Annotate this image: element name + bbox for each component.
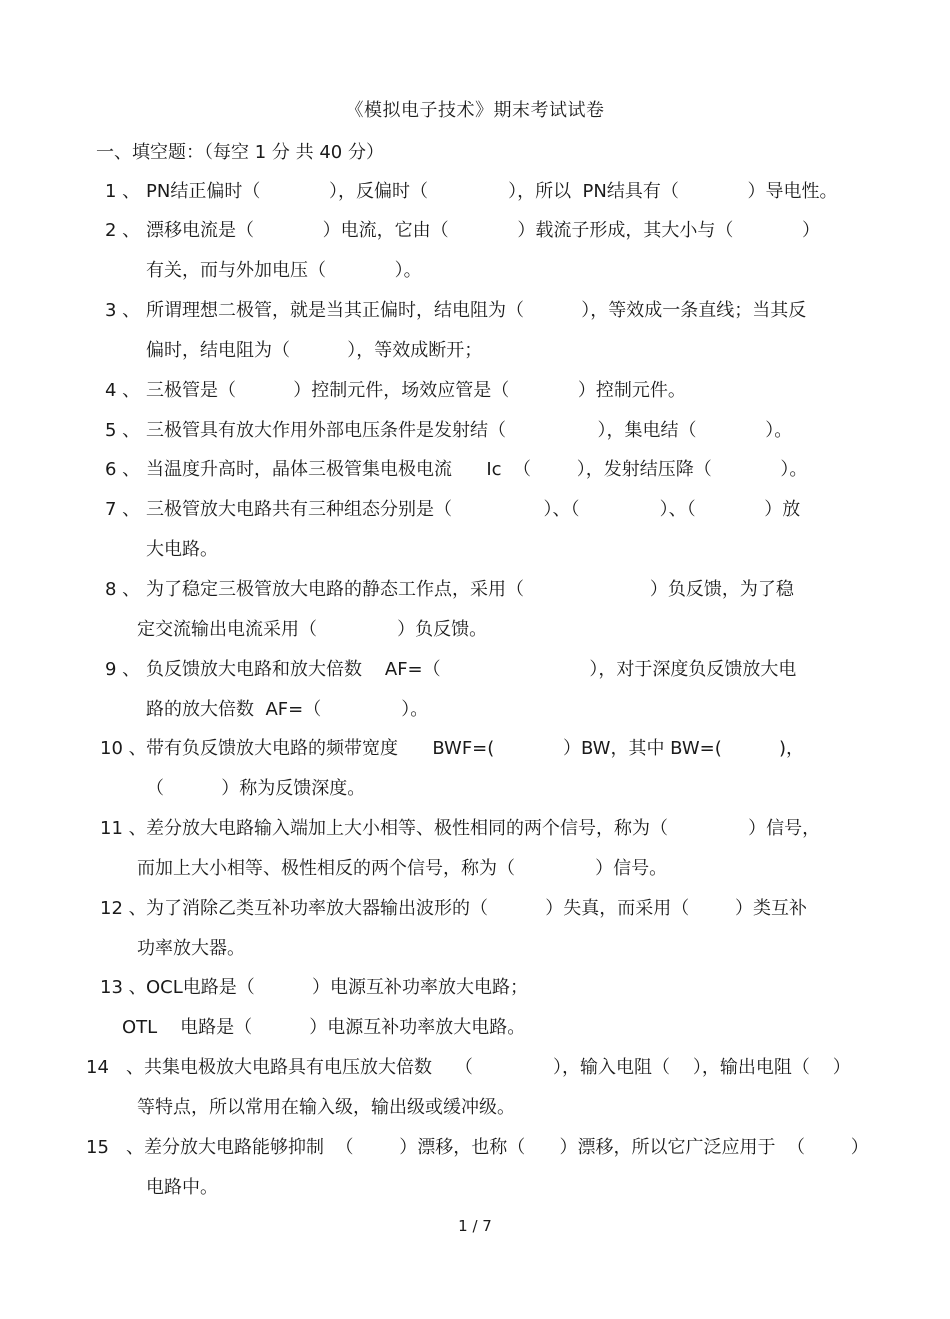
question-number: 9 、 xyxy=(105,659,141,680)
question-number: 12 、 xyxy=(100,898,147,919)
question-number: 13 、 xyxy=(100,977,147,998)
question-line: 等特点，所以常用在输入级，输出级或缓冲级。 xyxy=(137,1097,515,1118)
question-line: PN结正偏时（ ），反偏时（ ），所以 PN结具有（ ）导电性。 xyxy=(146,181,838,202)
exam-title: 《模拟电子技术》期末考试试卷 xyxy=(345,100,605,121)
question-line: 大电路。 xyxy=(146,539,218,560)
question-number: 7 、 xyxy=(105,499,141,520)
question-line: 、差分放大电路能够抑制 （ ）漂移，也称（ ）漂移，所以它广泛应用于 （ ） xyxy=(126,1137,869,1158)
question-line: 三极管是（ ）控制元件，场效应管是（ ）控制元件。 xyxy=(146,380,686,401)
question-line: 负反馈放大电路和放大倍数 AF=（ ），对于深度负反馈放大电 xyxy=(146,659,797,680)
question-line: 所谓理想二极管，就是当其正偏时，结电阻为（ ），等效成一条直线；当其反 xyxy=(146,300,807,321)
question-line: 定交流输出电流采用（ ）负反馈。 xyxy=(137,619,488,640)
question-line: 功率放大器。 xyxy=(137,938,245,959)
question-line: 带有负反馈放大电路的频带宽度 BWF=( ）BW，其中 BW=( )， xyxy=(146,738,805,759)
question-line: 而加上大小相等、极性相反的两个信号，称为（ ）信号。 xyxy=(137,858,668,879)
question-number: 15 xyxy=(86,1137,109,1158)
question-line: OCL电路是（ ）电源互补功率放大电路； xyxy=(146,977,528,998)
question-line: 路的放大倍数 AF=（ ）。 xyxy=(146,699,429,720)
question-line: 差分放大电路输入端加上大小相等、极性相同的两个信号，称为（ ）信号， xyxy=(146,818,821,839)
question-line: 为了稳定三极管放大电路的静态工作点，采用（ ）负反馈，为了稳 xyxy=(146,579,794,600)
question-number: 5 、 xyxy=(105,420,141,441)
question-line: 当温度升高时，晶体三极管集电极电流 Ic （ ），发射结压降（ ）。 xyxy=(146,459,808,480)
question-number: 11 、 xyxy=(100,818,147,839)
question-number: 8 、 xyxy=(105,579,141,600)
question-number: 10 、 xyxy=(100,738,147,759)
question-line: 电路中。 xyxy=(146,1177,218,1198)
question-number: 6 、 xyxy=(105,459,141,480)
question-line: 三极管放大电路共有三种组态分别是（ ）、（ ）、（ ）放 xyxy=(146,499,801,520)
question-number: 2 、 xyxy=(105,220,141,241)
question-line: 漂移电流是（ ）电流，它由（ ）载流子形成，其大小与（ ） xyxy=(146,220,820,241)
question-number: 4 、 xyxy=(105,380,141,401)
question-line: 有关，而与外加电压（ ）。 xyxy=(146,260,422,281)
question-line: （ ）称为反馈深度。 xyxy=(146,778,366,799)
question-line: 三极管具有放大作用外部电压条件是发射结（ ），集电结（ ）。 xyxy=(146,420,793,441)
question-line: OTL 电路是（ ）电源互补功率放大电路。 xyxy=(122,1017,526,1038)
question-line: 偏时，结电阻为（ ），等效成断开； xyxy=(146,340,483,361)
section-heading: 一、填空题：（每空 1 分 共 40 分） xyxy=(96,142,384,163)
question-number: 14 xyxy=(86,1057,109,1078)
page-indicator: 1 / 7 xyxy=(458,1217,492,1235)
question-line: 、共集电极放大电路具有电压放大倍数 （ ），输入电阻（ ），输出电阻（ ） xyxy=(126,1057,851,1078)
question-number: 1 、 xyxy=(105,181,141,202)
question-line: 为了消除乙类互补功率放大器输出波形的（ ）失真，而采用（ ）类互补 xyxy=(146,898,807,919)
question-number: 3 、 xyxy=(105,300,141,321)
